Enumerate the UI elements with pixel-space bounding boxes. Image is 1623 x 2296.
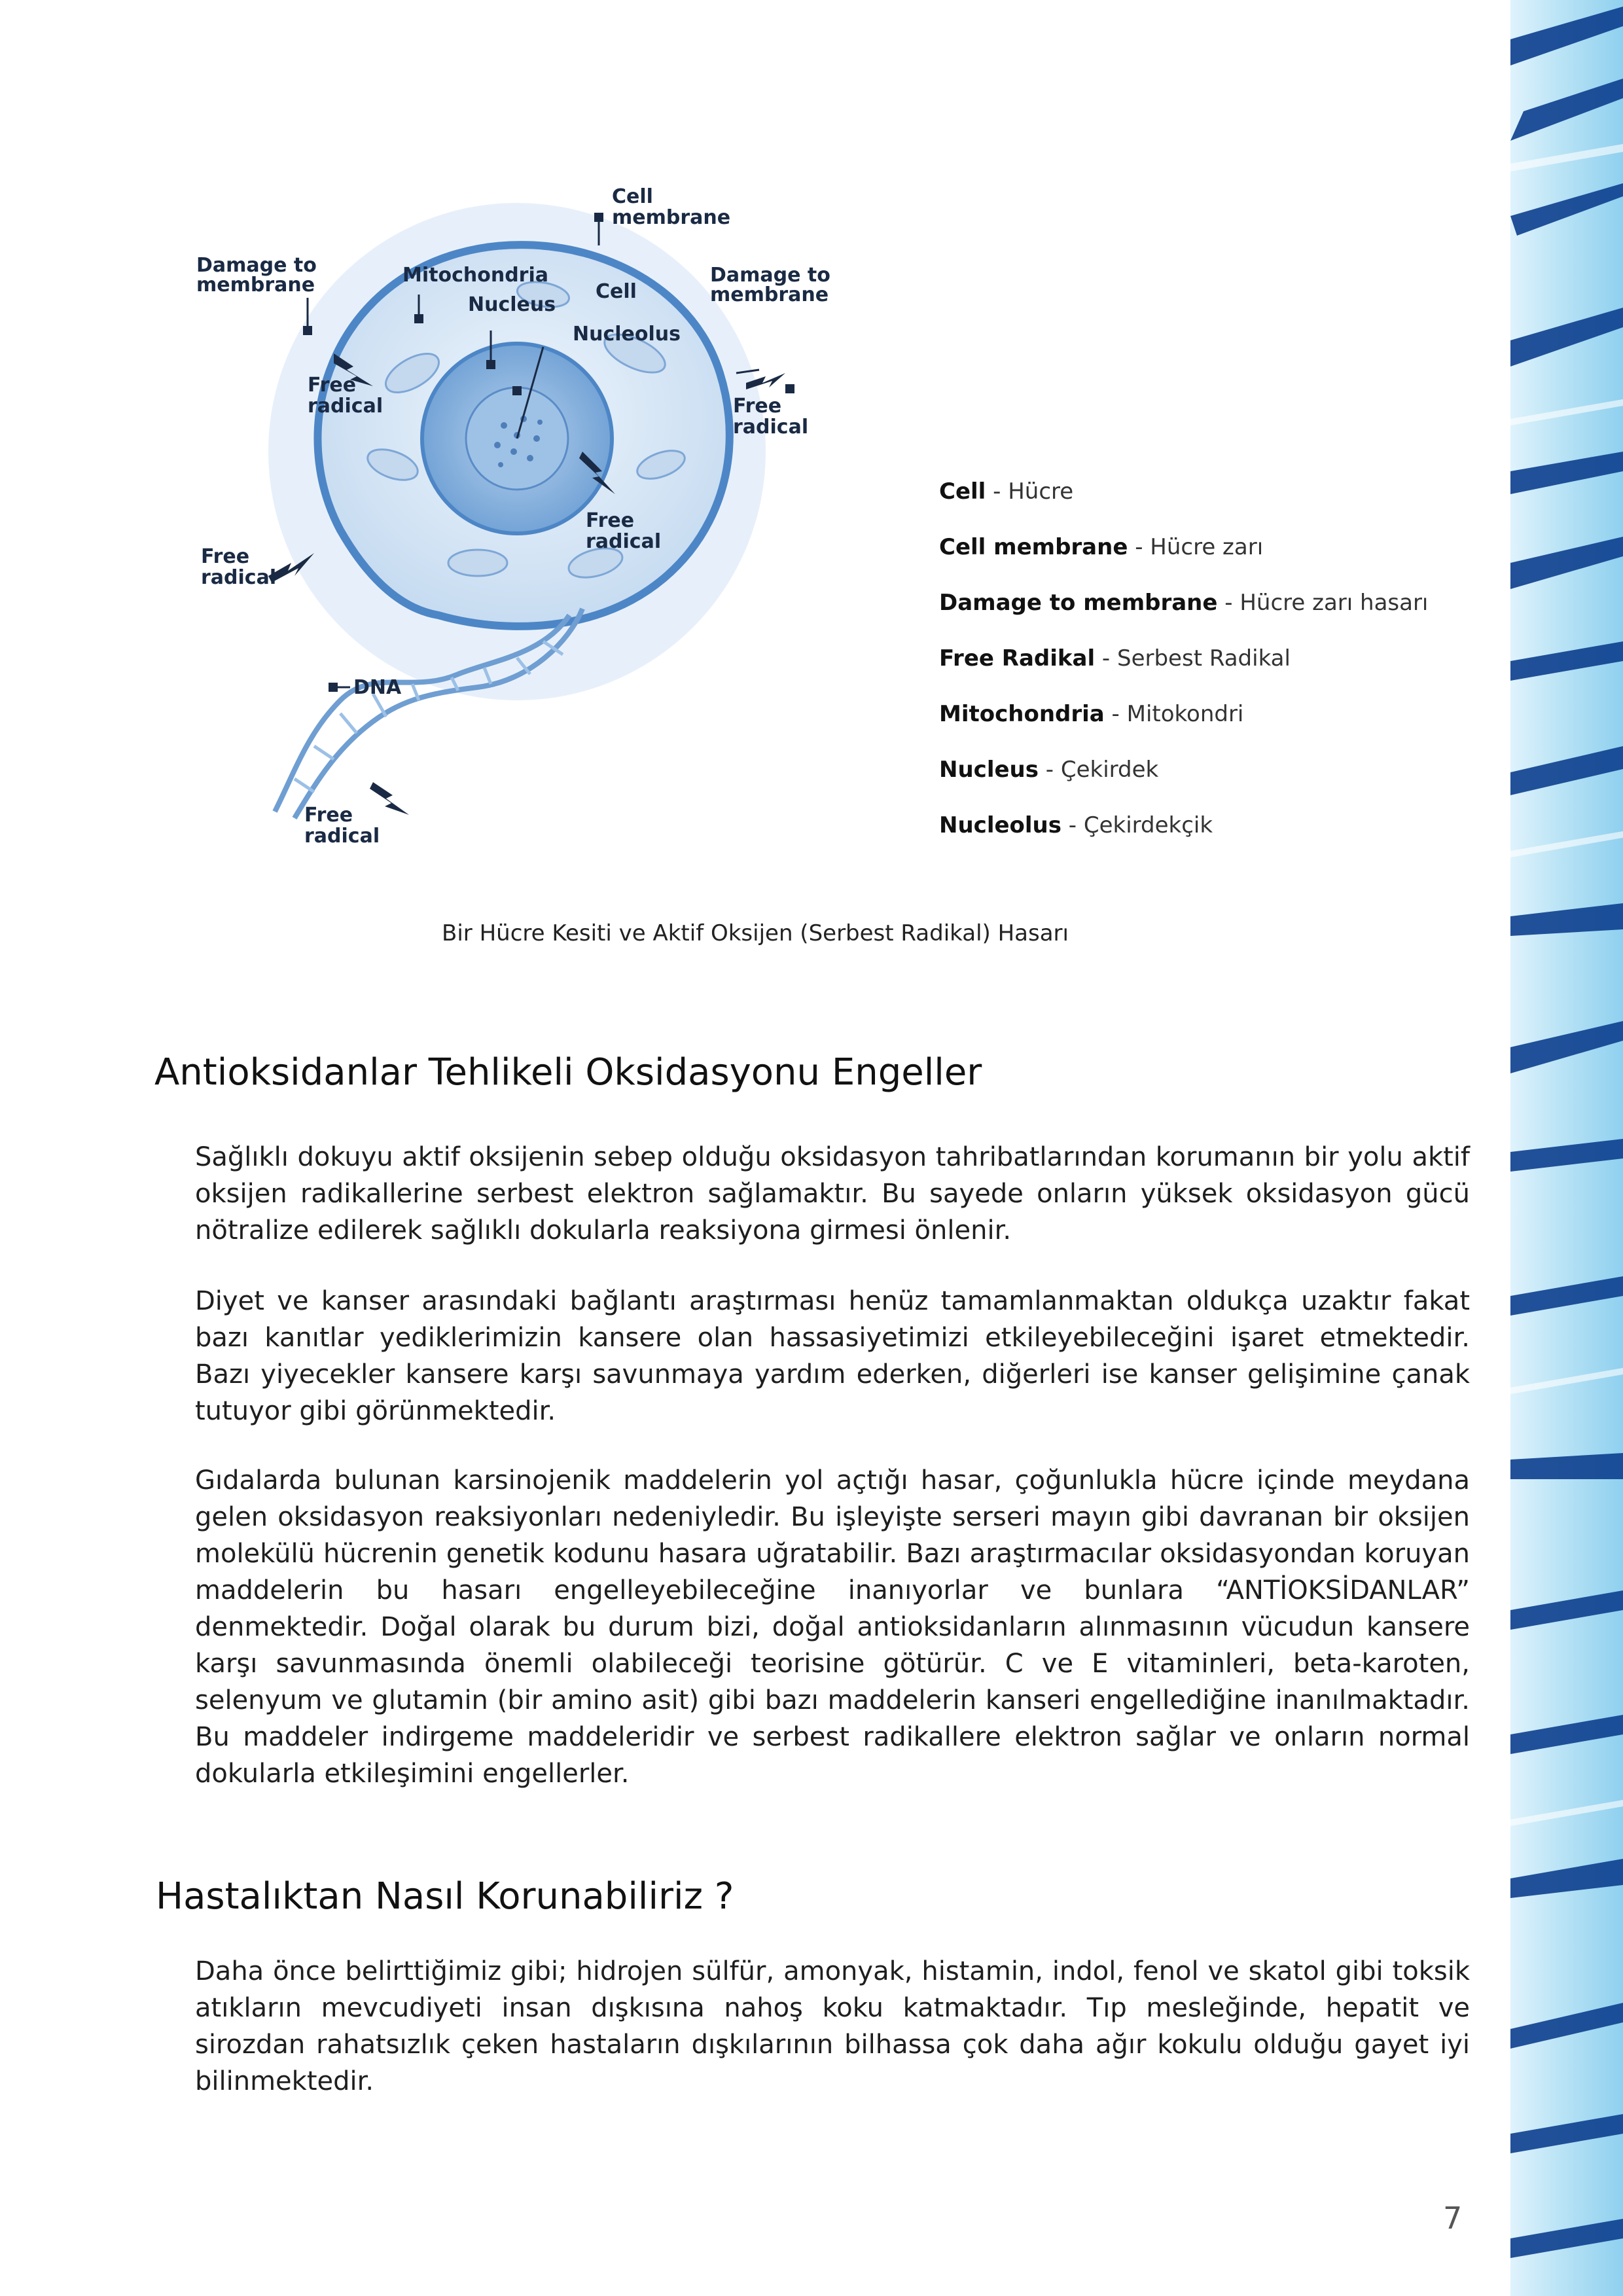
- label-free-radical-2b: radical: [733, 416, 809, 439]
- paragraph: Daha önce belirttiğimiz gibi; hidrojen sülfür, amonyak, histamin, indol, fenol ve skatol gibi toksik atıkların mevcudiyeti insan dışkısına nahoş koku katmaktadır. Tıp mesleğinde, hepatit ve sirozdan rahatsızlık çeken hastaların dışkılarının bilhassa çok daha ağır kokulu olduğu gayet iyi bilinmektedir.: [195, 1956, 1470, 2096]
- legend-translation: Hücre zarı: [1150, 534, 1264, 560]
- legend-separator: -: [1061, 812, 1084, 838]
- label-free-radical-2a: Free: [733, 395, 782, 418]
- legend-term: Cell: [939, 478, 986, 505]
- figure-caption: Bir Hücre Kesiti ve Aktif Oksijen (Serbest Radikal) Hasarı: [442, 920, 1069, 946]
- label-damage-left-2: membrane: [196, 274, 315, 296]
- cell-diagram: [177, 157, 857, 864]
- label-cell: Cell: [596, 280, 637, 303]
- legend-separator: -: [1095, 645, 1117, 672]
- label-cell-membrane-1: Cell: [612, 185, 653, 208]
- legend-translation: Çekirdekçik: [1083, 812, 1213, 838]
- section-heading-antioxidants: Antioksidanlar Tehlikeli Oksidasyonu Engeller: [154, 1051, 982, 1094]
- legend-term: Cell membrane: [939, 534, 1128, 560]
- legend-term: Damage to membrane: [939, 590, 1218, 616]
- section-heading-protection: Hastalıktan Nasıl Korunabiliriz ?: [156, 1875, 734, 1918]
- sidebar-streaks: [1510, 0, 1623, 2296]
- paragraph: Gıdalarda bulunan karsinojenik maddelerin yol açtığı hasar, çoğunlukla hücre içinde meydana gelen oksidasyon reaksiyonları nedeniyledir. Bu işleyişte serseri mayın gibi davranan bir oksijen molekülü hücrenin genetik kodunu hasara uğratabilir. Bazı araştırmacılar oksidasyondan koruyan maddelerin bu hasarı engelleyebileceğine inanıyorlar ve bunlara “ANTİOKSİDANLAR” denmektedir. Doğal olarak bu durum bizi, doğal antioksidanların alınmasının vücudun kansere karşı savunmasında önemli olabileceği teorisine götürür. C ve E vitaminleri, beta-karoten, selenyum ve glutamin (bir amino asit) gibi bazı maddelerin kanseri engellediğine inanılmaktadır. Bu maddeler indirgeme maddeleridir ve serbest radikallere elektron sağlar ve onların normal dokularla etkileşimini engellerler.: [195, 1465, 1470, 1789]
- label-free-radical-4a: Free: [201, 545, 250, 568]
- label-free-radical-3a: Free: [586, 509, 635, 532]
- label-free-radical-4b: radical: [201, 566, 277, 589]
- legend-separator: -: [986, 478, 1008, 505]
- label-mitochondria: Mitochondria: [402, 264, 548, 287]
- legend-term: Nucleus: [939, 757, 1039, 783]
- label-damage-right-2: membrane: [710, 283, 829, 306]
- label-free-radical-1b: radical: [308, 395, 383, 418]
- paragraph: Diyet ve kanser arasındaki bağlantı araştırması henüz tamamlanmaktan oldukça uzaktır fakat bazı kanıtlar yediklerimizin kansere olan hassasiyetimizi etkileyebileceğini işaret etmektedir. Bazı yiyecekler kansere karşı savunmaya yardım ederken, diğerleri ise kanser gelişimine çanak tutuyor gibi görünmektedir.: [195, 1286, 1470, 1426]
- legend-row: [939, 580, 1429, 636]
- legend-translation: Mitokondri: [1126, 701, 1244, 727]
- legend-row: [939, 524, 1397, 580]
- label-free-radical-5b: radical: [304, 825, 380, 848]
- label-damage-left-1: Damage to: [196, 254, 317, 277]
- legend-translation: Hücre zarı hasarı: [1240, 590, 1429, 616]
- legend-separator: -: [1128, 534, 1150, 560]
- label-dna: DNA: [353, 676, 402, 699]
- legend-row: [939, 802, 1397, 858]
- legend-separator: -: [1217, 590, 1240, 616]
- label-free-radical-3b: radical: [586, 530, 662, 553]
- legend-translation: Serbest Radikal: [1117, 645, 1291, 672]
- label-free-radical-5a: Free: [304, 804, 353, 827]
- legend-row: [939, 747, 1397, 802]
- legend-separator: -: [1038, 757, 1061, 783]
- legend-row: [939, 691, 1397, 747]
- legend-term: Free Radikal: [939, 645, 1096, 672]
- legend-row: [939, 469, 1397, 524]
- decorative-sidebar: [1510, 0, 1623, 2296]
- label-cell-membrane-2: membrane: [612, 206, 731, 229]
- legend-translation: Hücre: [1008, 478, 1074, 505]
- label-free-radical-1a: Free: [308, 374, 357, 397]
- legend-translation: Çekirdek: [1060, 757, 1159, 783]
- legend-separator: -: [1104, 701, 1127, 727]
- legend-term: Mitochondria: [939, 701, 1105, 727]
- legend-term: Nucleolus: [939, 812, 1061, 838]
- page-number: 7: [1443, 2200, 1463, 2236]
- legend-row: [939, 636, 1397, 691]
- glossary-legend: [939, 469, 1429, 858]
- paragraph: Sağlıklı dokuyu aktif oksijenin sebep olduğu oksidasyon tahribatlarından korumanın bir yolu aktif oksijen radikallerine serbest elektron sağlamaktır. Bu sayede onların yüksek oksidasyon gücü nötralize edilerek sağlıklı dokularla reaksiyona girmesi önlenir.: [195, 1142, 1470, 1246]
- label-nucleolus: Nucleolus: [573, 323, 681, 346]
- label-nucleus: Nucleus: [468, 293, 556, 316]
- label-damage-right-1: Damage to: [710, 264, 830, 287]
